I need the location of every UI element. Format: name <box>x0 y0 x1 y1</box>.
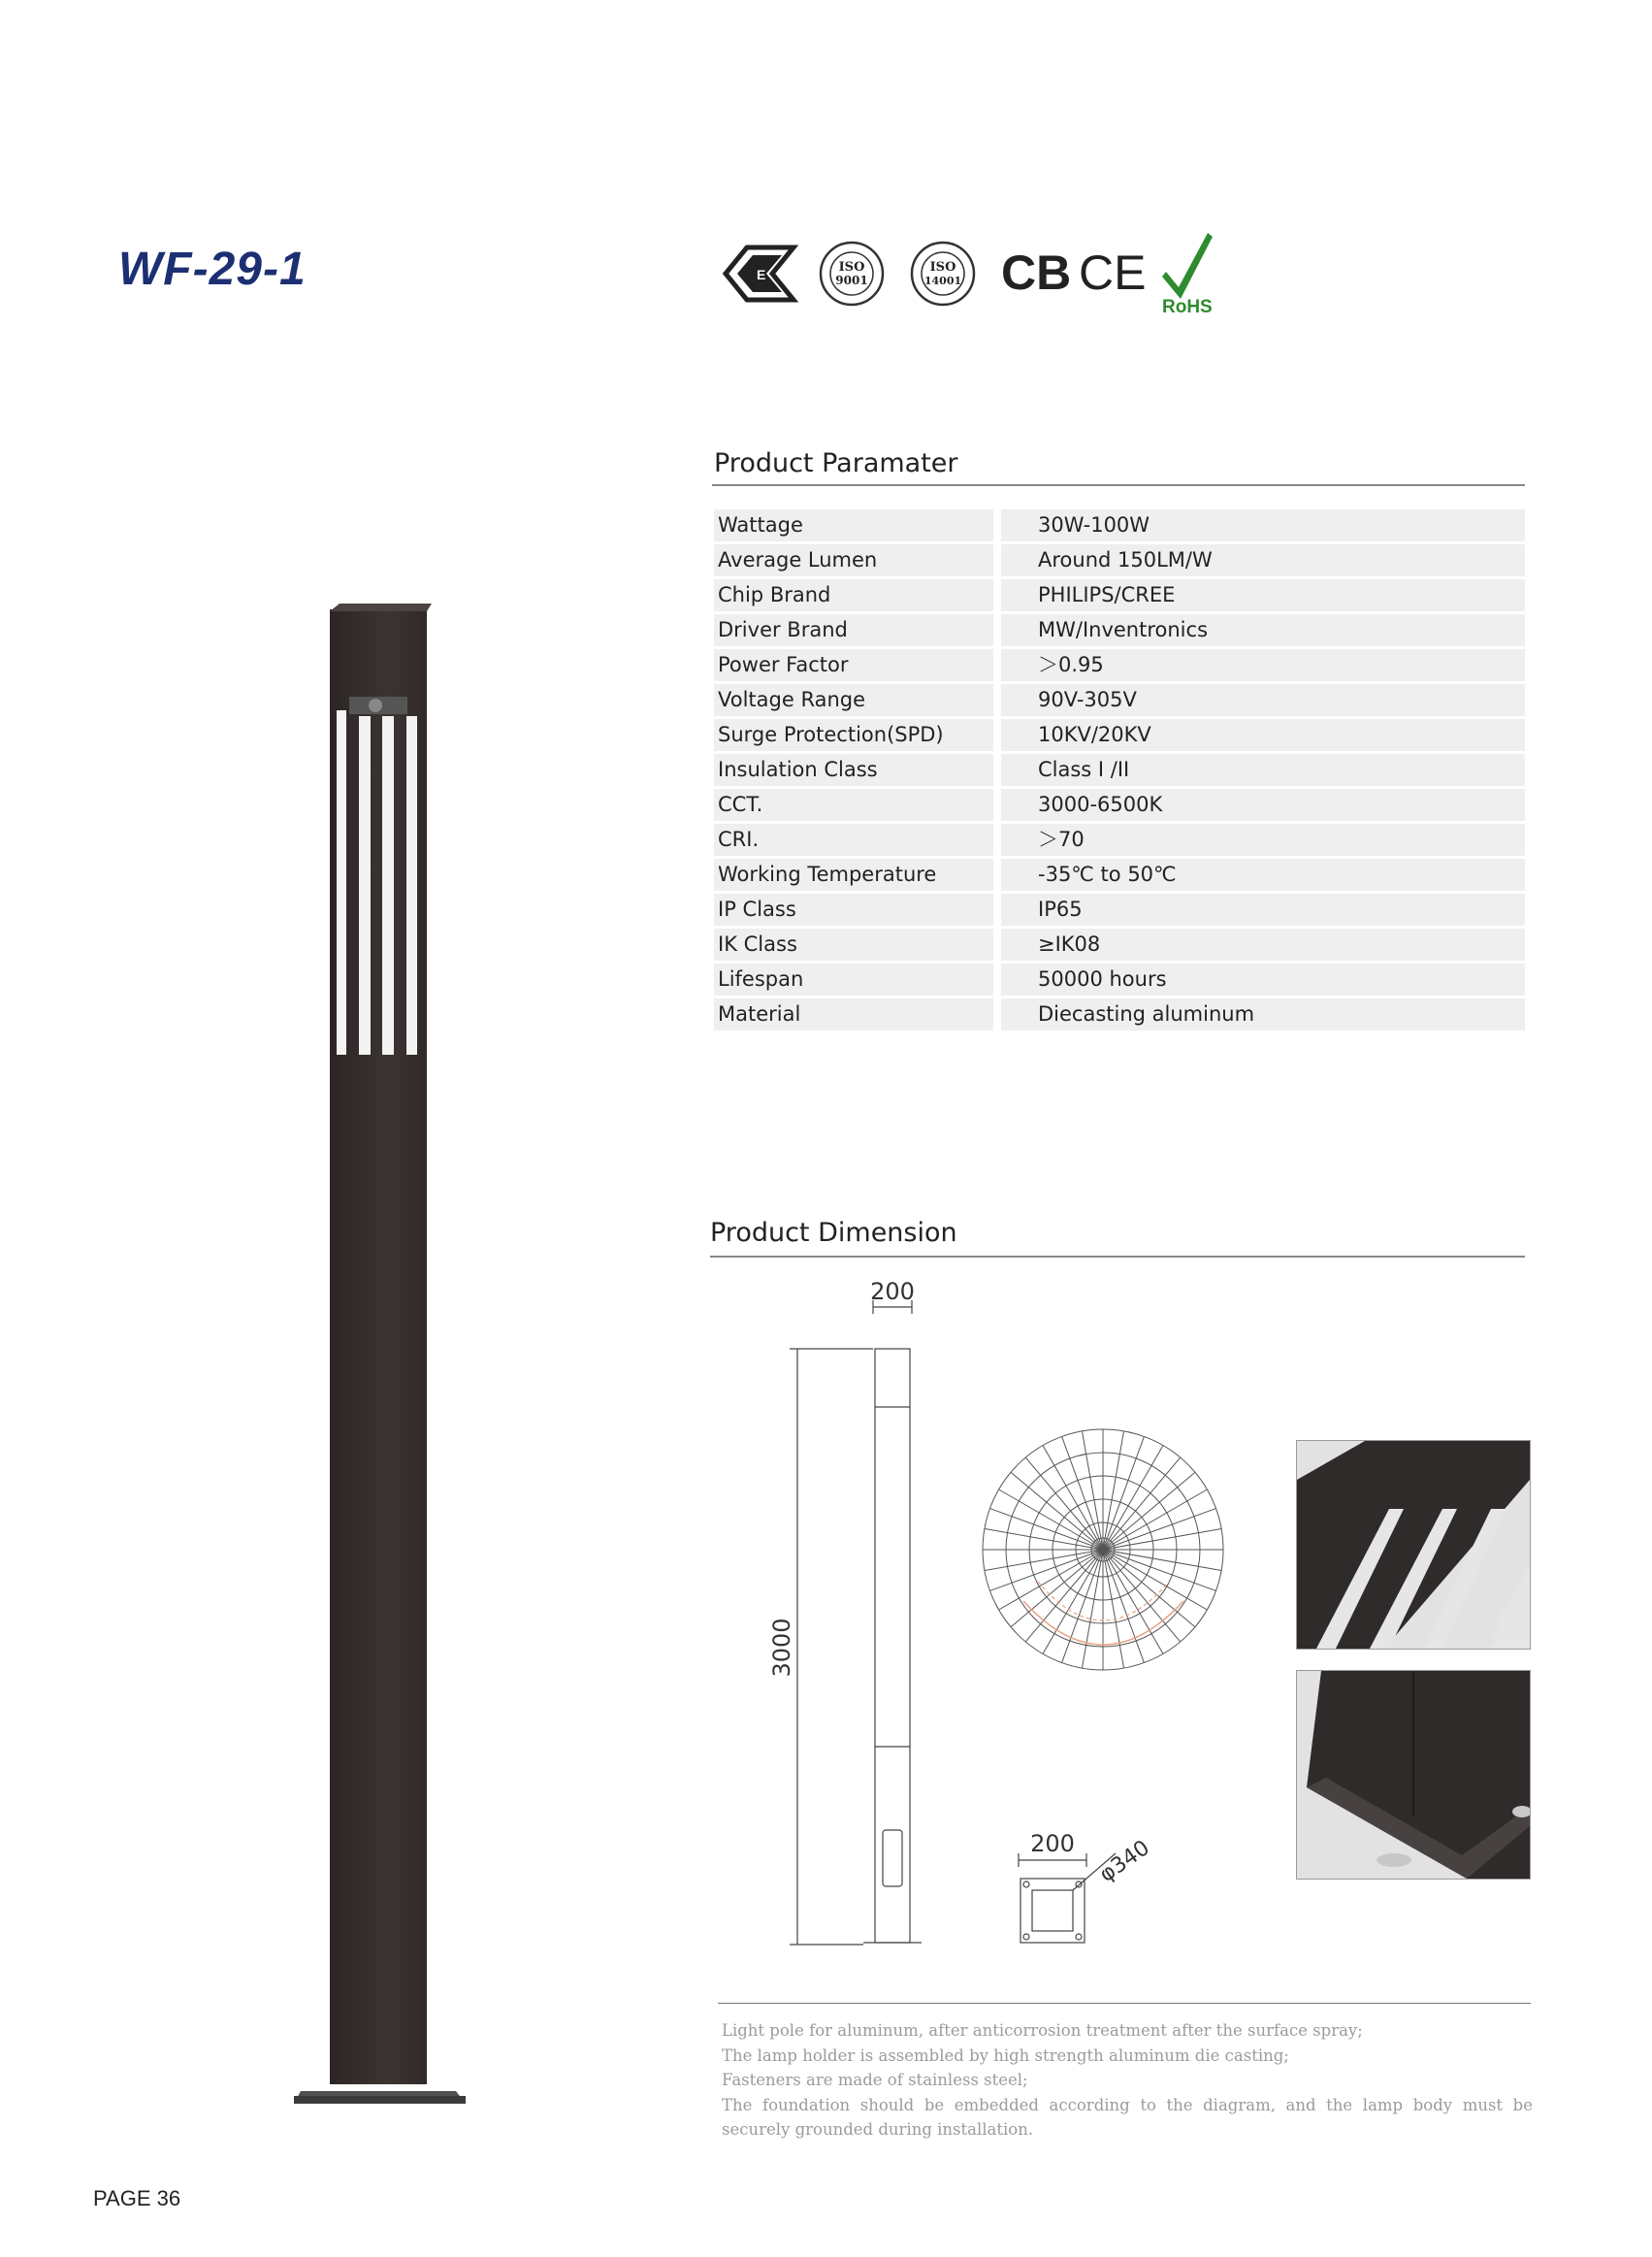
model-title: WF-29-1 <box>118 244 307 295</box>
table-row <box>714 509 1525 541</box>
table-row <box>714 929 1525 961</box>
base-dimension-drawing <box>1009 1824 1174 1960</box>
param-value: ＞70 <box>1001 824 1525 856</box>
light-distribution-diagram <box>980 1426 1227 1674</box>
param-value: 3000-6500K <box>1001 789 1525 821</box>
note-line: Light pole for aluminum, after anticorrosion treatment after the surface spray; <box>722 2021 1363 2040</box>
pole-dimension-drawing <box>747 1281 980 1960</box>
param-value: MW/Inventronics <box>1001 614 1525 646</box>
param-name: CCT. <box>714 789 993 821</box>
param-name: Lifespan <box>714 964 993 996</box>
installation-notes <box>722 2018 1533 2143</box>
detail-photo-base <box>1296 1670 1531 1880</box>
rohs-label: RoHS <box>1162 297 1213 317</box>
table-row <box>714 894 1525 926</box>
param-value: ＞0.95 <box>1001 649 1525 681</box>
param-name: IP Class <box>714 894 993 926</box>
param-name: Wattage <box>714 509 993 541</box>
param-name: CRI. <box>714 824 993 856</box>
iso-14001-label: ISO <box>929 260 956 275</box>
param-value: 90V-305V <box>1001 684 1525 716</box>
iso-14001-icon <box>912 243 974 305</box>
note-line: Fasteners are made of stainless steel; <box>722 2071 1028 2089</box>
param-name: Voltage Range <box>714 684 993 716</box>
param-value: PHILIPS/CREE <box>1001 579 1525 611</box>
certification-logos <box>718 223 1242 320</box>
note-line: The lamp holder is assembled by high strength aluminum die casting; <box>722 2045 1289 2065</box>
table-row <box>714 649 1525 681</box>
dimension-base-width: 200 <box>1030 1830 1075 1857</box>
table-row <box>714 964 1525 996</box>
param-name: Average Lumen <box>714 544 993 576</box>
table-row <box>714 824 1525 856</box>
param-value: 30W-100W <box>1001 509 1525 541</box>
param-name: Power Factor <box>714 649 993 681</box>
table-row <box>714 789 1525 821</box>
param-value: IP65 <box>1001 894 1525 926</box>
dimension-top-width: 200 <box>870 1281 915 1305</box>
table-row <box>714 614 1525 646</box>
page-number: PAGE 36 <box>93 2186 181 2210</box>
param-name: Insulation Class <box>714 754 993 786</box>
param-name: Working Temperature <box>714 859 993 891</box>
svg-text:E: E <box>757 267 766 282</box>
param-name: Material <box>714 998 993 1030</box>
cb-icon: CB <box>1001 245 1072 300</box>
dimension-height: 3000 <box>768 1618 795 1678</box>
table-row <box>714 754 1525 786</box>
ce-icon: CE <box>1079 245 1147 300</box>
param-value: Diecasting aluminum <box>1001 998 1525 1030</box>
dimension-base-diameter: φ340 <box>1095 1836 1154 1887</box>
param-name: Driver Brand <box>714 614 993 646</box>
iso-9001-label: ISO <box>838 260 865 275</box>
enec-icon <box>726 247 794 300</box>
rohs-icon <box>1162 233 1213 317</box>
param-value: 10KV/20KV <box>1001 719 1525 751</box>
param-value: -35℃ to 50℃ <box>1001 859 1525 891</box>
param-name: Chip Brand <box>714 579 993 611</box>
param-value: 50000 hours <box>1001 964 1525 996</box>
param-name: IK Class <box>714 929 993 961</box>
notes-divider <box>718 2003 1531 2004</box>
table-row <box>714 859 1525 891</box>
parameters-title: Product Paramater <box>714 448 958 478</box>
param-value: ≥IK08 <box>1001 929 1525 961</box>
product-pole-image <box>286 602 480 2106</box>
table-row <box>714 684 1525 716</box>
dimension-divider <box>710 1256 1525 1258</box>
parameters-divider <box>712 484 1525 486</box>
detail-photo-head <box>1296 1440 1531 1650</box>
iso-14001-number: 14001 <box>923 275 962 287</box>
table-row <box>714 719 1525 751</box>
note-line: The foundation should be embedded according to the diagram, and the lamp body must be securely grounded during installation. <box>722 2095 1533 2139</box>
param-value: Around 150LM/W <box>1001 544 1525 576</box>
table-row <box>714 579 1525 611</box>
param-value: Class I /II <box>1001 754 1525 786</box>
table-row <box>714 998 1525 1030</box>
param-name: Surge Protection(SPD) <box>714 719 993 751</box>
iso-9001-icon <box>821 243 883 305</box>
iso-9001-number: 9001 <box>835 274 868 287</box>
parameters-table <box>714 509 1525 1033</box>
dimension-title: Product Dimension <box>710 1218 957 1248</box>
table-row <box>714 544 1525 576</box>
